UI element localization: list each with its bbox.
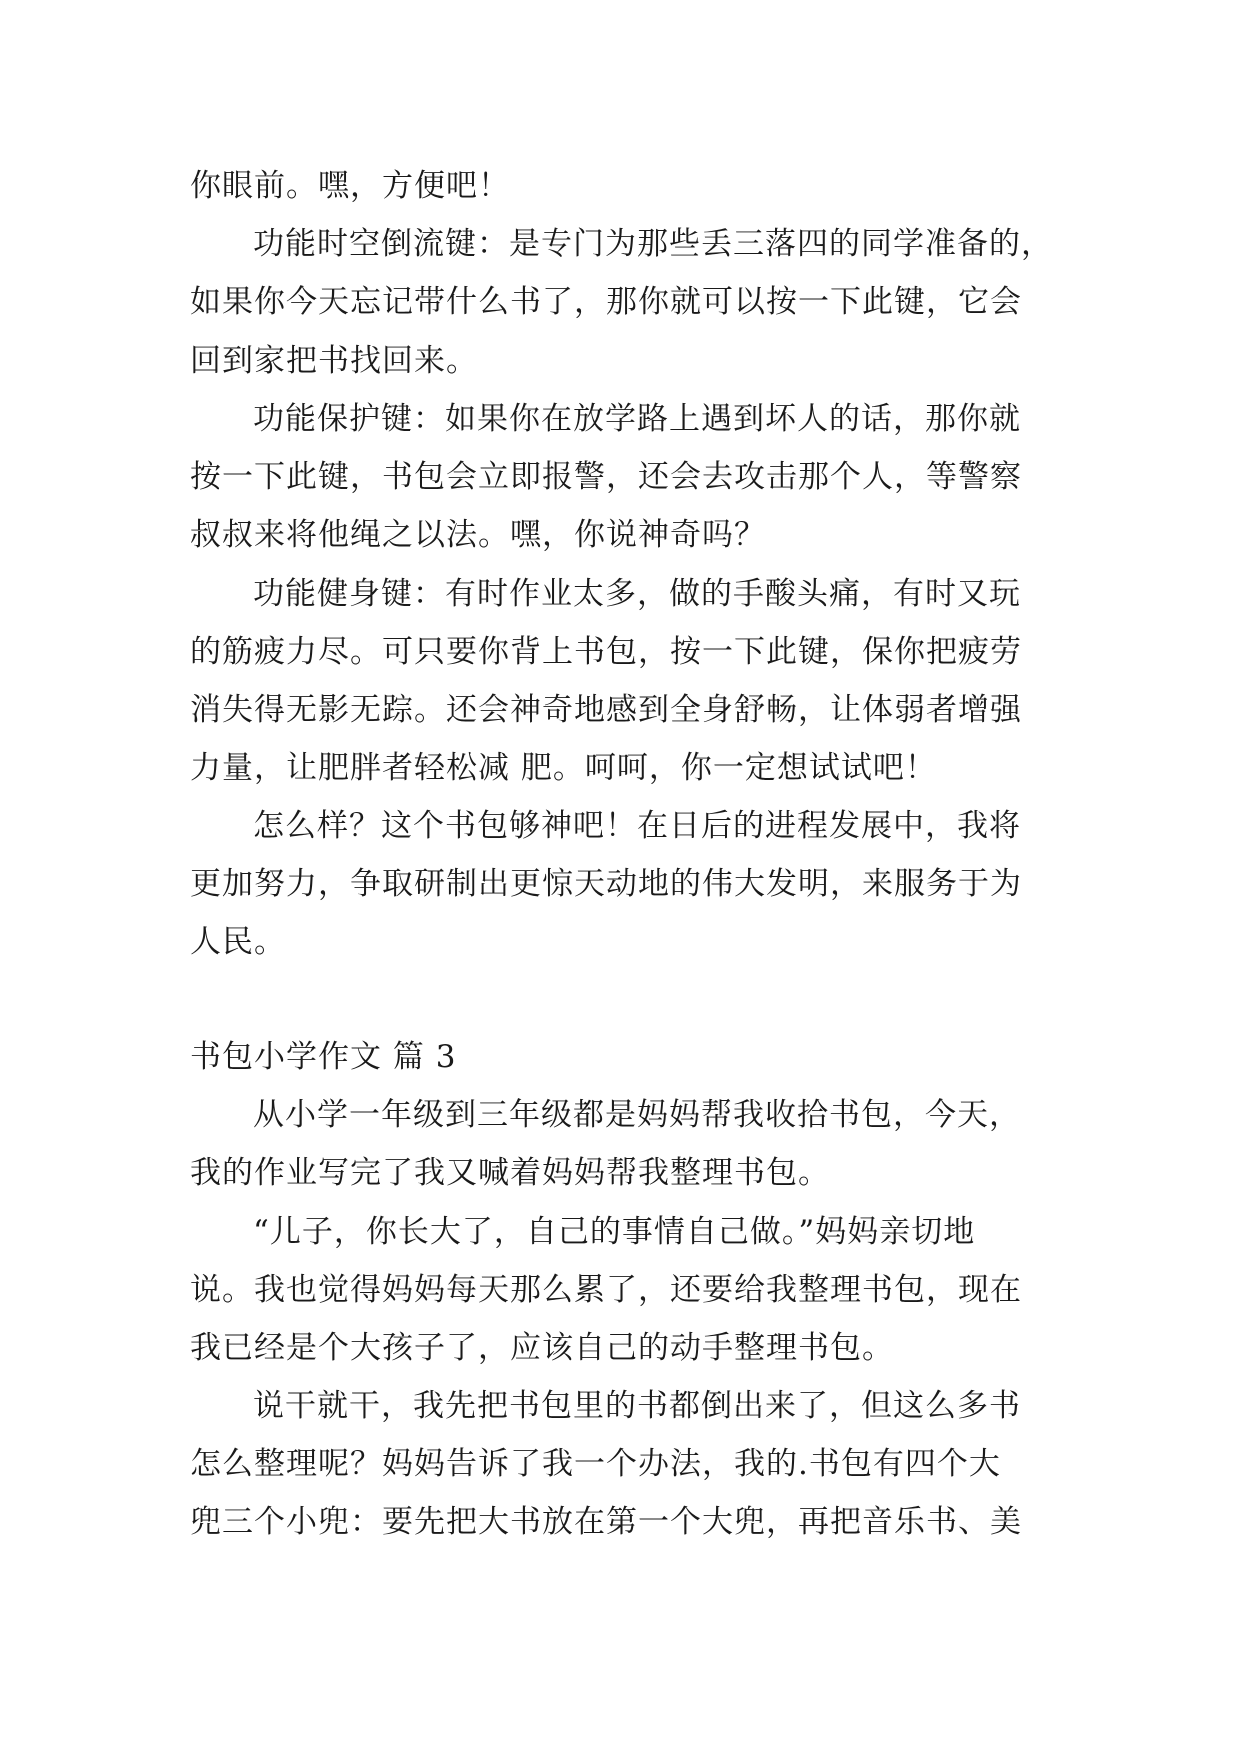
text-line-13: 更加努力，争取研制出更惊天动地的伟大发明，来服务于为 — [190, 866, 1022, 902]
text-line-10: 消失得无影无踪。还会神奇地感到全身舒畅，让体弱者增强 — [190, 692, 1022, 728]
text-line-17: 我的作业写完了我又喊着妈妈帮我整理书包。 — [190, 1155, 830, 1191]
text-line-4: 回到家把书找回来。 — [190, 343, 478, 379]
text-line-1: 你眼前。嘿，方便吧！ — [190, 168, 510, 204]
text-line-16: 从小学一年级到三年级都是妈妈帮我收拾书包，今天， — [253, 1097, 1021, 1133]
text-line-21: 说干就干，我先把书包里的书都倒出来了，但这么多书 — [253, 1388, 1021, 1424]
text-line-22: 怎么整理呢？妈妈告诉了我一个办法，我的.书包有四个大 — [190, 1446, 1001, 1482]
text-line-8: 功能健身键：有时作业太多，做的手酸头痛，有时又玩 — [253, 576, 1021, 612]
text-line-23: 兜三个小兜：要先把大书放在第一个大兜，再把音乐书、美 — [190, 1504, 1022, 1540]
text-line-11: 力量，让肥胖者轻松减 肥。呵呵，你一定想试试吧！ — [190, 750, 937, 786]
text-line-12: 怎么样？这个书包够神吧！在日后的进程发展中，我将 — [253, 808, 1021, 844]
text-line-5: 功能保护键：如果你在放学路上遇到坏人的话，那你就 — [253, 401, 1021, 437]
text-line-9: 的筋疲力尽。可只要你背上书包，按一下此键，保你把疲劳 — [190, 634, 1022, 670]
text-line-3: 如果你今天忘记带什么书了，那你就可以按一下此键，它会 — [190, 284, 1022, 320]
text-line-2: 功能时空倒流键：是专门为那些丢三落四的同学准备的， — [253, 226, 1053, 262]
section-heading: 书包小学作文 篇 3 — [190, 1039, 457, 1075]
text-line-20: 我已经是个大孩子了，应该自己的动手整理书包。 — [190, 1330, 894, 1366]
text-line-19: 说。我也觉得妈妈每天那么累了，还要给我整理书包，现在 — [190, 1272, 1022, 1308]
text-line-6: 按一下此键，书包会立即报警，还会去攻击那个人，等警察 — [190, 459, 1022, 495]
text-line-18: “儿子，你长大了，自己的事情自己做。”妈妈亲切地 — [253, 1214, 976, 1250]
text-line-14: 人民。 — [190, 924, 286, 960]
text-line-7: 叔叔来将他绳之以法。嘿，你说神奇吗？ — [190, 517, 766, 553]
